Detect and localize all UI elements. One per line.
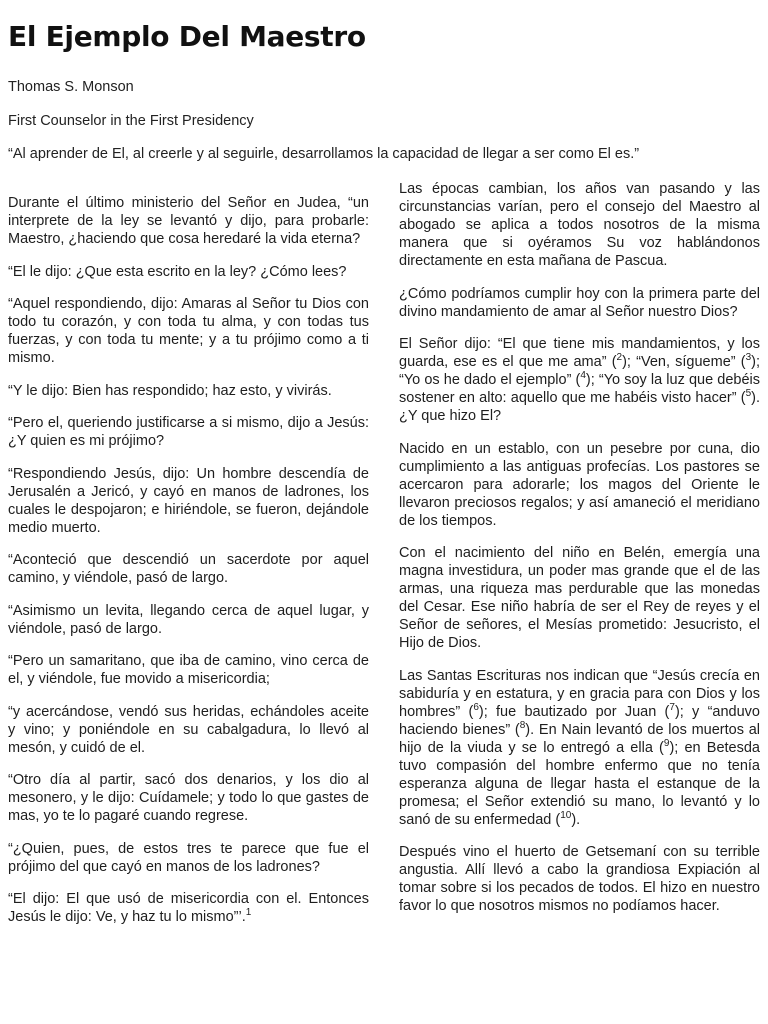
paragraph: Con el nacimiento del niño en Belén, emergía una magna investidura, un poder mas grande que el de las armas, una riqueza mas perdurable que las monedas del Cesar. Ese niño habría de ser el Rey de reyes y el Señor de señores, el Mesías prometido: Jesucristo, el Hijo de Dios. — [399, 545, 760, 651]
paragraph-text: “El dijo: El que usó de misericordia con el. Entonces Jesús le dijo: Ve, y haz tu lo mismo”’. — [8, 891, 369, 925]
paragraph: Las épocas cambian, los años van pasando y las circunstancias varían, pero el consejo del Maestro al abogado se aplica a todos nosotros de la misma manera que si oyéramos Su voz hablándonos directamente en esta mañana de Pascua. — [399, 181, 760, 269]
left-column — [8, 194, 369, 941]
paragraph: “y acercándose, vendó sus heridas, echándoles aceite y vino; y poniéndole en su cabalgadura, lo llevó al mesón, y cuidó de el. — [8, 703, 369, 756]
paragraph-text: ). — [571, 811, 581, 828]
paragraph-text: ). En Nain levantó de los muertos al hijo de la viuda y se lo entregó a ella ( — [399, 721, 760, 756]
paragraph: “Aquel respondiendo, dijo: Amaras al Señor tu Dios con todo tu corazón, y con toda tu alma, y con todas tus fuerzas, y con toda tu mente; y a tu prójimo como a ti mismo. — [8, 296, 369, 366]
footnote-ref[interactable]: 5 — [745, 388, 752, 400]
paragraph: ¿Cómo podríamos cumplir hoy con la primera parte del divino mandamiento de amar al Señor nuestro Dios? — [399, 285, 760, 320]
paragraph-text: ). ¿Y que hizo El? — [399, 390, 760, 424]
paragraph: “Y le dijo: Bien has respondido; haz esto, y vivirás. — [8, 382, 332, 399]
paragraph: “El le dijo: ¿Que esta escrito en la ley? ¿Cómo lees? — [8, 263, 347, 280]
paragraph — [399, 335, 760, 425]
footnote-ref[interactable]: 3 — [745, 352, 752, 364]
paragraph-text: El Señor dijo: “El que tiene mis mandamientos, y los guarda, ese es el que me ama” ( — [399, 336, 760, 370]
paragraph: Después vino el huerto de Getsemaní con su terrible angustia. Allí llevó a cabo la grandiosa Expiación al tomar sobre si los pecados de todos. El hizo en nuestro favor lo que nosotros mismos no podíamos hacer. — [399, 844, 760, 914]
paragraph-text: ); “Ven, sígueme” ( — [622, 354, 746, 370]
paragraph-text: ); “Yo os he dado el ejemplo” ( — [399, 354, 760, 388]
footnote-ref[interactable]: 10 — [560, 809, 572, 821]
paragraph-text: ); en Betesda tuvo compasión del hombre enfermo que no tenía esperanza alguna de llegar hasta el estanque de la promesa; el Señor extendió su mano, lo levantó y lo sanó de su enfermedad ( — [399, 739, 760, 828]
footnote-ref[interactable]: 7 — [669, 701, 675, 713]
paragraph: “¿Quien, pues, de estos tres te parece que fue el prójimo del que cayó en manos de los ladrones? — [8, 840, 369, 875]
paragraph: “Otro día al partir, sacó dos denarios, y los dio al mesonero, y le dijo: Cuídamele; y todo lo que gastes de mas, yo te lo pagaré cuando regrese. — [8, 772, 369, 824]
paragraph: “Asimismo un levita, llegando cerca de aquel lugar, y viéndole, pasó de largo. — [8, 602, 369, 637]
paragraph — [399, 667, 760, 829]
author-name: Thomas S. Monson — [8, 79, 134, 95]
footnote-ref[interactable]: 2 — [616, 352, 623, 364]
article-title: El Ejemplo Del Maestro — [8, 20, 366, 53]
paragraph-text: Las Santas Escrituras nos indican que “Jesús crecía en sabiduría y en estatura, y en gracia para con Dios y los hombres” ( — [399, 667, 760, 720]
footnote-ref[interactable]: 8 — [519, 719, 526, 731]
intro-quote: “Al aprender de El, al creerle y al seguirle, desarrollamos la capacidad de llegar a ser como El es.” — [8, 146, 640, 162]
paragraph — [8, 890, 369, 926]
paragraph: Nacido en un establo, con un pesebre por cuna, dio cumplimiento a las antiguas profecías. Los pastores se acercaron para adorarle; los magos del Oriente le llevaron preciosos regalos; y así amaneció el meridiano de los tiempos. — [399, 440, 760, 529]
right-column — [399, 180, 760, 930]
footnote-ref[interactable]: 1 — [245, 907, 252, 919]
paragraph-text: ); “Yo soy la luz que debéis sostener en alto: aquello que me habéis visto hacer” ( — [399, 372, 760, 406]
paragraph-text: ); y “anduvo haciendo bienes” ( — [399, 703, 760, 738]
paragraph: Durante el último ministerio del Señor en Judea, “un interprete de la ley se levantó y dijo, para probarle: Maestro, ¿haciendo que cosa heredaré la vida eterna? — [8, 195, 369, 247]
paragraph: “Aconteció que descendió un sacerdote por aquel camino, y viéndole, pasó de largo. — [8, 552, 369, 586]
paragraph-text: ); fue bautizado por Juan ( — [478, 703, 670, 720]
footnote-ref[interactable]: 6 — [473, 701, 479, 713]
author-calling: First Counselor in the First Presidency — [8, 113, 254, 129]
paragraph: “Respondiendo Jesús, dijo: Un hombre descendía de Jerusalén a Jericó, y cayó en manos de ladrones, los cuales le despojaron; e hiriéndole, se fueron, dejándole medio muerto. — [8, 465, 369, 536]
footnote-ref[interactable]: 4 — [580, 370, 586, 382]
paragraph: “Pero un samaritano, que iba de camino, vino cerca de el, y viéndole, fue movido a misericordia; — [8, 653, 369, 687]
footnote-ref[interactable]: 9 — [663, 737, 670, 749]
paragraph: “Pero el, queriendo justificarse a si mismo, dijo a Jesús: ¿Y quien es mi prójimo? — [8, 415, 369, 449]
